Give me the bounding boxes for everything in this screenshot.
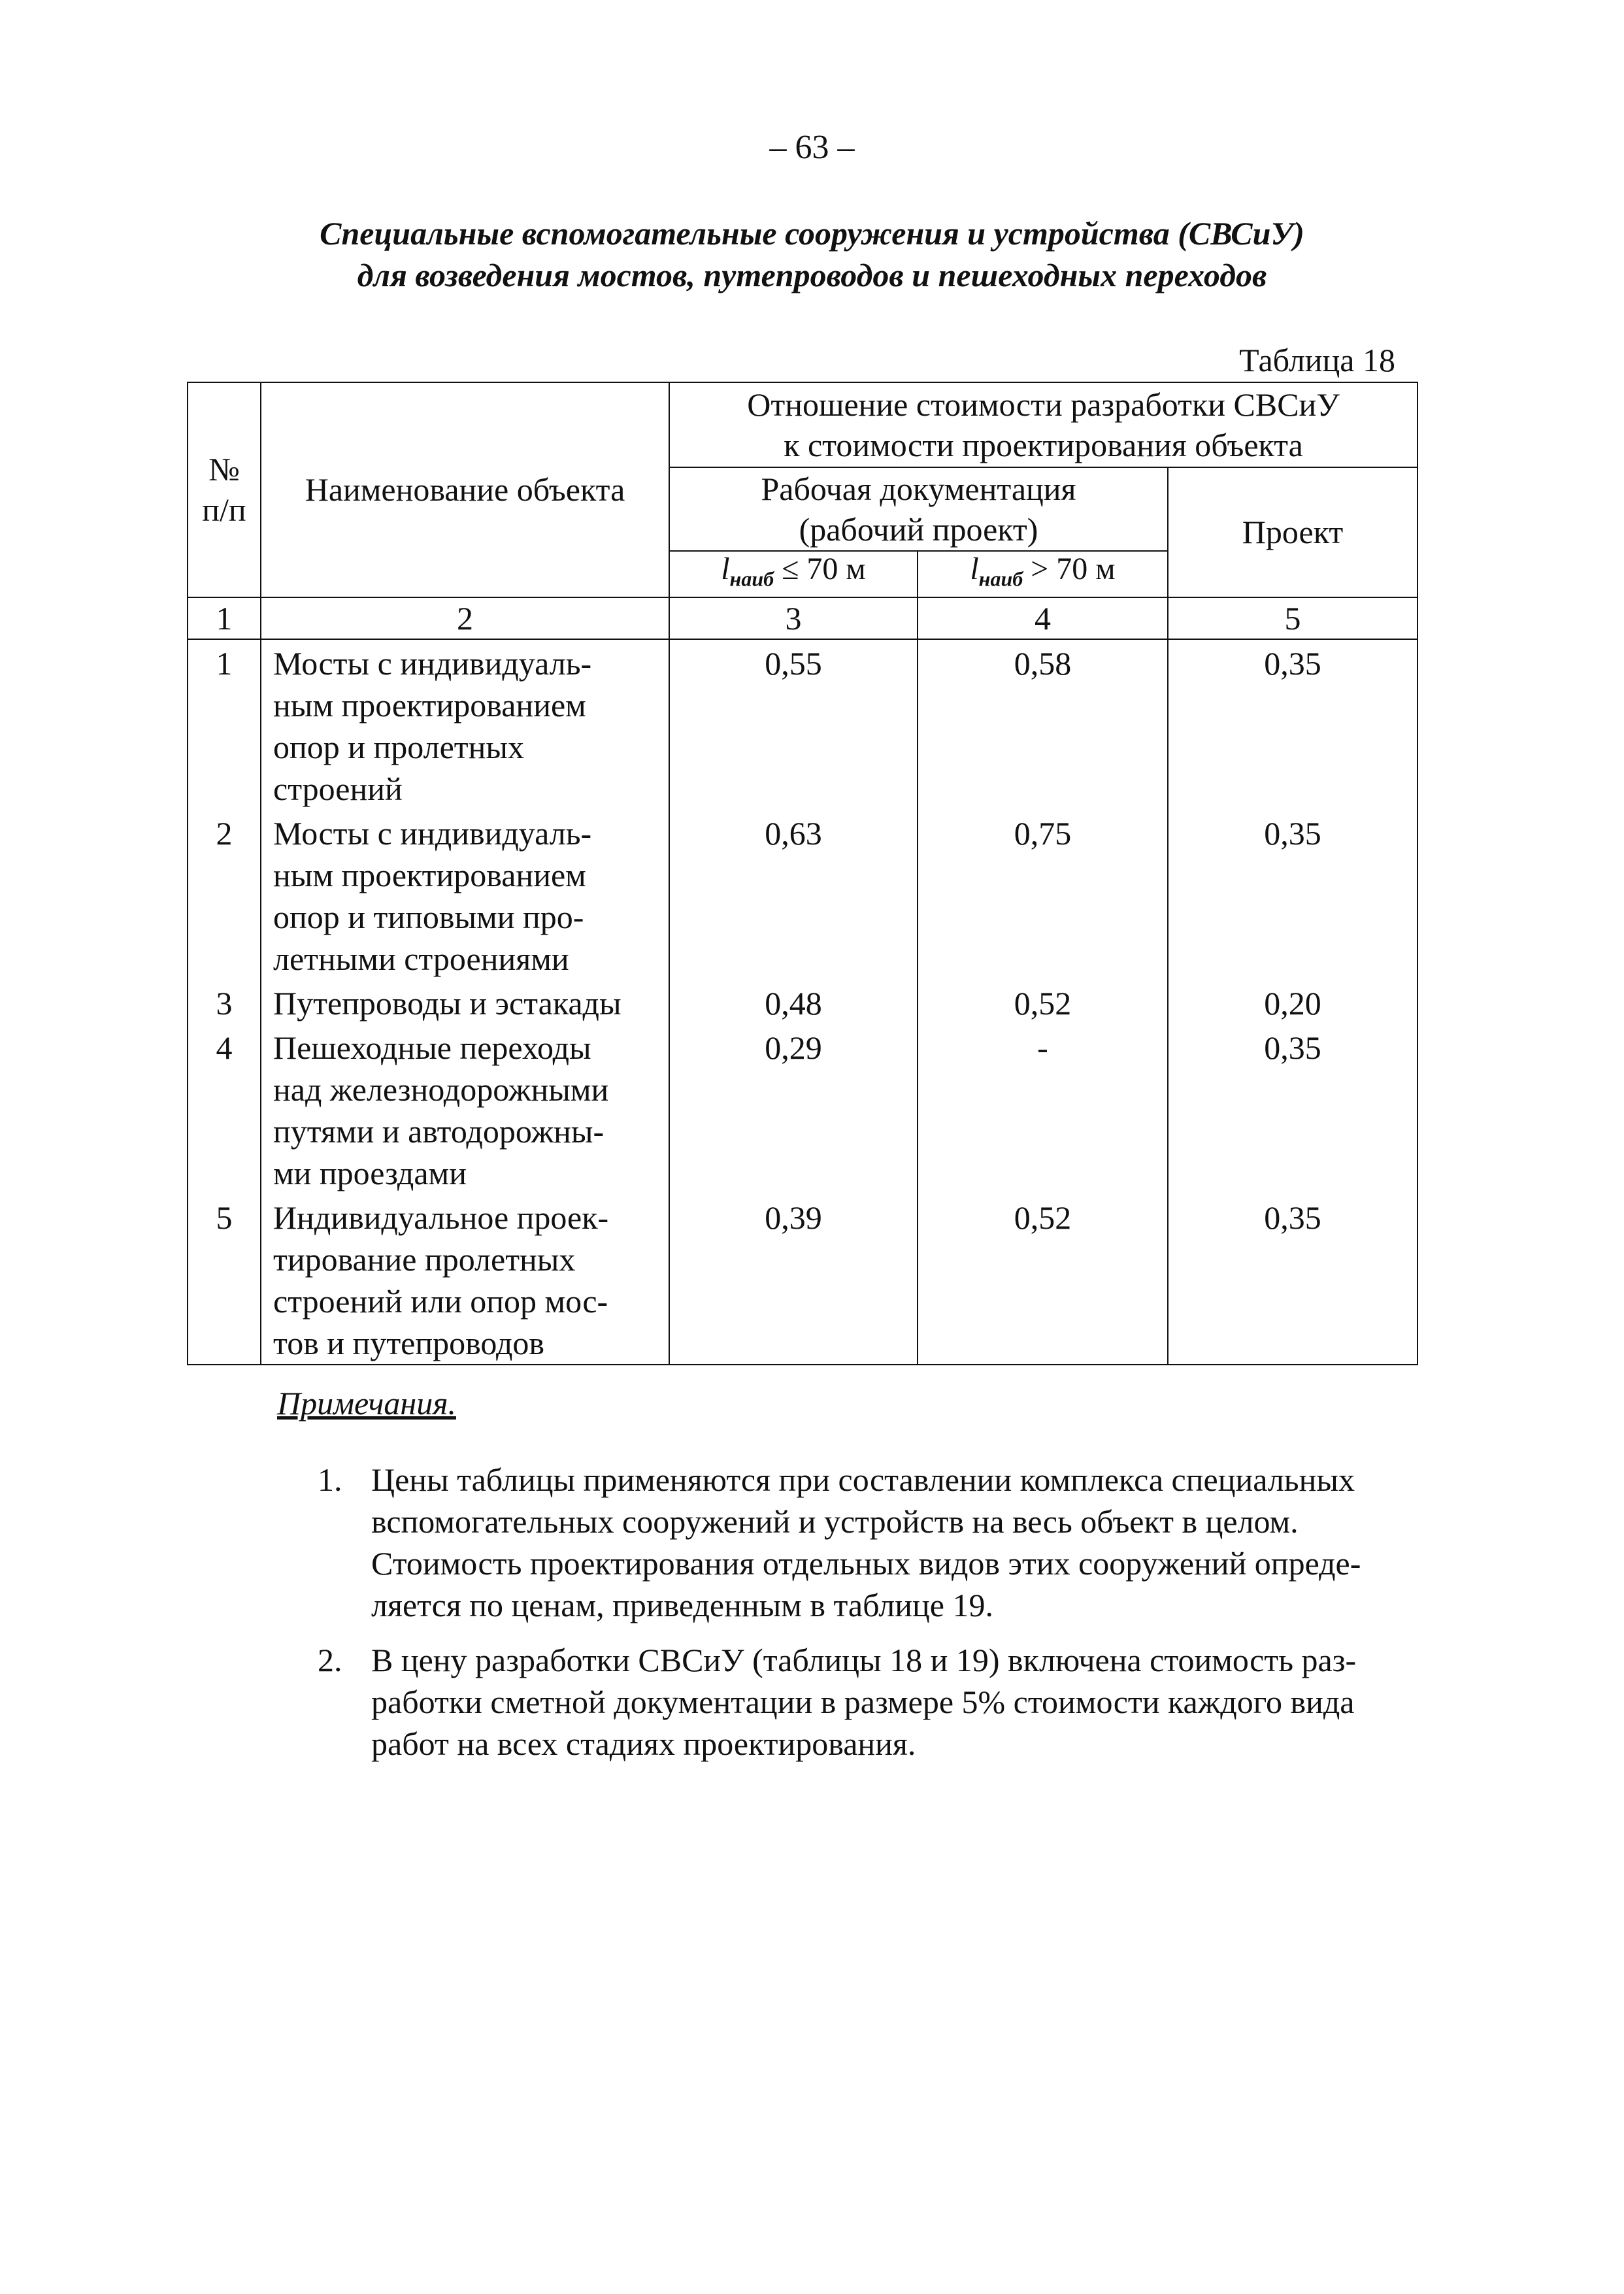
row-value-gt70: 0,52 bbox=[918, 1194, 1168, 1365]
header-object-name: Наименование объекта bbox=[261, 382, 669, 597]
name-line: ми проездами bbox=[273, 1154, 467, 1191]
note-number: 1. bbox=[318, 1461, 342, 1498]
header-row-number bbox=[188, 382, 261, 597]
header-working-doc-line-2: (рабочий проект) bbox=[799, 511, 1038, 548]
note-line: ляется по ценам, приведенным в таблице 19. bbox=[371, 1587, 993, 1623]
row-value-le70: 0,39 bbox=[669, 1194, 918, 1365]
name-line: над железнодорожными bbox=[273, 1071, 609, 1108]
header-working-doc-line-1: Рабочая документация bbox=[761, 471, 1076, 507]
row-value-project: 0,35 bbox=[1168, 1194, 1417, 1365]
title-line-2: для возведения мостов, путепроводов и пешеходных переходов bbox=[357, 257, 1267, 293]
span-condition-gt: > 70 м bbox=[1023, 552, 1116, 586]
header-cost-ratio-line-1: Отношение стоимости разработки СВСиУ bbox=[747, 386, 1340, 423]
row-value-gt70: 0,75 bbox=[918, 810, 1168, 980]
row-object-name bbox=[261, 1024, 669, 1194]
table-header bbox=[188, 382, 1417, 597]
row-value-le70: 0,29 bbox=[669, 1024, 918, 1194]
title-line-1: Специальные вспомогательные сооружения и устройства (СВСиУ) bbox=[320, 215, 1304, 252]
column-number: 5 bbox=[1168, 597, 1417, 639]
notes-heading: Примечания. bbox=[277, 1385, 456, 1421]
row-value-project: 0,35 bbox=[1168, 639, 1417, 810]
table-row bbox=[188, 810, 1417, 980]
table-row bbox=[188, 639, 1417, 810]
header-number-sign: № bbox=[208, 451, 240, 488]
name-line: Пешеходные переходы bbox=[273, 1029, 591, 1066]
row-value-gt70: - bbox=[918, 1024, 1168, 1194]
page-number: – 63 – bbox=[769, 129, 855, 166]
table-row bbox=[188, 1024, 1417, 1194]
row-value-gt70: 0,52 bbox=[918, 980, 1168, 1024]
name-line: опор и пролетных bbox=[273, 728, 524, 765]
row-value-le70: 0,55 bbox=[669, 639, 918, 810]
span-symbol: l bbox=[970, 552, 979, 586]
table-caption: Таблица 18 bbox=[1239, 342, 1395, 378]
notes-list bbox=[301, 1459, 1438, 1778]
row-number: 1 bbox=[188, 639, 261, 810]
header-span-le-70 bbox=[669, 551, 918, 597]
name-line: Индивидуальное проек- bbox=[273, 1199, 609, 1236]
note-line: работки сметной документации в размере 5% стоимости каждого вида bbox=[371, 1684, 1355, 1720]
column-number: 2 bbox=[261, 597, 669, 639]
row-object-name bbox=[261, 980, 669, 1024]
header-project: Проект bbox=[1168, 467, 1417, 597]
note-line: Цены таблицы применяются при составлении комплекса специальных bbox=[371, 1461, 1355, 1498]
row-value-gt70: 0,58 bbox=[918, 639, 1168, 810]
row-value-project: 0,20 bbox=[1168, 980, 1417, 1024]
table-body bbox=[188, 639, 1417, 1365]
row-value-project: 0,35 bbox=[1168, 810, 1417, 980]
span-subscript: наиб bbox=[729, 567, 774, 591]
row-value-project: 0,35 bbox=[1168, 1024, 1417, 1194]
column-number-row bbox=[188, 597, 1417, 639]
document-title bbox=[0, 212, 1624, 296]
note-line: В цену разработки СВСиУ (таблицы 18 и 19) включена стоимость раз- bbox=[371, 1642, 1357, 1678]
header-cost-ratio bbox=[669, 382, 1417, 467]
name-line: строений bbox=[273, 770, 403, 807]
note-item bbox=[301, 1639, 1438, 1765]
name-line: ным проектированием bbox=[273, 686, 586, 723]
row-object-name bbox=[261, 639, 669, 810]
name-line: тирование пролетных bbox=[273, 1240, 576, 1278]
table-row bbox=[188, 1194, 1417, 1365]
name-line: ным проектированием bbox=[273, 856, 586, 893]
span-symbol: l bbox=[721, 552, 730, 586]
name-line: строений или опор мос- bbox=[273, 1282, 608, 1320]
span-condition-le: ≤ 70 м bbox=[774, 552, 866, 586]
column-number: 1 bbox=[188, 597, 261, 639]
name-line: Мосты с индивидуаль- bbox=[273, 814, 592, 852]
header-working-documentation bbox=[669, 467, 1168, 551]
row-object-name bbox=[261, 810, 669, 980]
row-number: 5 bbox=[188, 1194, 261, 1365]
note-number: 2. bbox=[318, 1642, 342, 1678]
table-row bbox=[188, 980, 1417, 1024]
row-number: 3 bbox=[188, 980, 261, 1024]
name-line: путями и автодорожны- bbox=[273, 1112, 605, 1150]
row-value-le70: 0,48 bbox=[669, 980, 918, 1024]
price-table bbox=[187, 382, 1418, 1365]
column-number: 3 bbox=[669, 597, 918, 639]
name-line: тов и путепроводов bbox=[273, 1324, 544, 1361]
name-line: летными строениями bbox=[273, 940, 569, 977]
name-line: Мосты с индивидуаль- bbox=[273, 644, 592, 682]
note-line: Стоимость проектирования отдельных видов этих сооружений опреде- bbox=[371, 1545, 1361, 1582]
span-subscript: наиб bbox=[978, 567, 1023, 591]
row-number: 4 bbox=[188, 1024, 261, 1194]
note-line: работ на всех стадиях проектирования. bbox=[371, 1725, 916, 1762]
header-span-gt-70 bbox=[918, 551, 1168, 597]
name-line: Путепроводы и эстакады bbox=[273, 984, 621, 1022]
note-item bbox=[301, 1459, 1438, 1626]
name-line: опор и типовыми про- bbox=[273, 898, 584, 935]
row-value-le70: 0,63 bbox=[669, 810, 918, 980]
header-number-abbrev: п/п bbox=[202, 491, 246, 529]
row-number: 2 bbox=[188, 810, 261, 980]
row-object-name bbox=[261, 1194, 669, 1365]
note-line: вспомогательных сооружений и устройств на весь объект в целом. bbox=[371, 1503, 1299, 1540]
header-cost-ratio-line-2: к стоимости проектирования объекта bbox=[784, 427, 1303, 463]
column-number: 4 bbox=[918, 597, 1168, 639]
